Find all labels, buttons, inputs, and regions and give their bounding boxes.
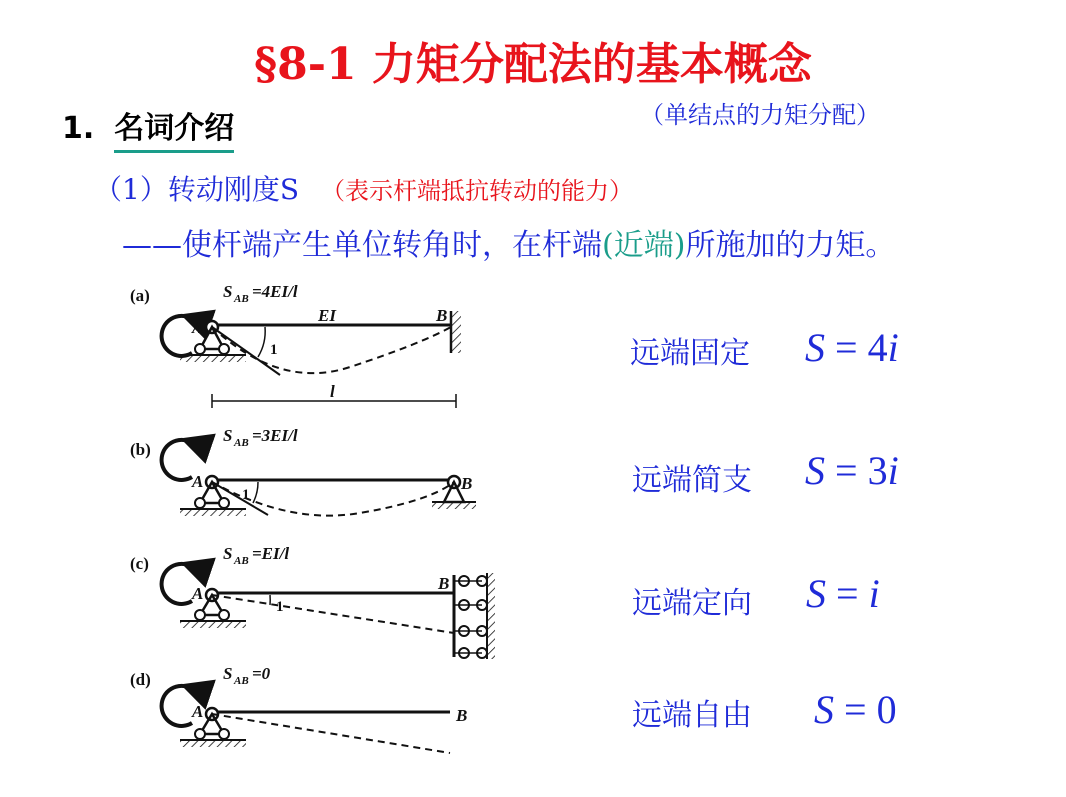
diagram-d-B: B <box>456 706 468 725</box>
diagram-b-moment-eq: =3EI/l <box>252 426 298 445</box>
item-heading <box>94 168 633 208</box>
diagram-b-angle: 1 <box>242 487 250 503</box>
beam-diagrams <box>120 275 520 775</box>
diagram-a-EI: EI <box>318 306 336 325</box>
diagram-a-moment-sub: AB <box>234 293 249 305</box>
diagram-d <box>130 664 467 753</box>
moment-arrow-b <box>162 440 192 480</box>
diagram-c-angle: 1 <box>276 599 284 615</box>
subtitle: （单结点的力矩分配） <box>640 101 880 129</box>
section-number: 1. <box>62 111 95 146</box>
diagram-a-moment-eq: =4EI/l <box>252 282 298 301</box>
diagram-a-moment: S <box>223 282 233 301</box>
case-label-guided: 远端定向 <box>632 586 752 621</box>
item-label: （1）转动刚度S <box>94 173 299 206</box>
case-eq-fixed: S = 4i <box>805 325 899 370</box>
diagram-d-moment: S <box>223 664 233 683</box>
guided-support-c <box>454 573 495 659</box>
diagram-c-B: B <box>438 574 450 593</box>
fixed-support-a <box>451 311 461 353</box>
diagram-b-B: B <box>461 474 473 493</box>
diagram-c-moment: S <box>223 544 233 563</box>
diagram-b-moment-sub: AB <box>234 437 249 449</box>
diagram-d-moment-sub: AB <box>234 675 249 687</box>
diagram-c-moment-eq: =EI/l <box>252 544 290 563</box>
diagram-c-moment-sub: AB <box>234 555 249 567</box>
definition-before: ——使杆端产生单位转角时，在杆端 <box>122 228 602 263</box>
case-label-fixed: 远端固定 <box>630 336 750 371</box>
case-label-free: 远端自由 <box>632 698 752 733</box>
diagram-b-A: A <box>192 472 204 491</box>
diagram-a <box>130 282 461 408</box>
diagram-a-A: A <box>192 318 204 337</box>
case-eq-pinned: S = 3i <box>805 448 899 493</box>
diagram-a-angle: 1 <box>270 342 278 358</box>
diagram-c-tag: (c) <box>130 554 149 573</box>
definition-near-end: (近端) <box>602 228 686 263</box>
diagram-a-B: B <box>436 306 448 325</box>
page-title: §8-1 力矩分配法的基本概念 <box>254 39 812 90</box>
definition <box>122 220 895 264</box>
section-label: 名词介绍 <box>114 111 234 153</box>
diagram-a-length: l <box>330 382 335 401</box>
definition-after: 所施加的力矩。 <box>685 228 896 263</box>
moment-arrow-c <box>162 564 192 604</box>
diagram-b <box>130 426 476 516</box>
item-note: （表示杆端抵抗转动的能力） <box>321 177 633 205</box>
diagram-a-tag: (a) <box>130 286 150 305</box>
case-label-pinned: 远端简支 <box>632 463 752 498</box>
case-eq-free: S = 0 <box>814 687 897 732</box>
diagram-c <box>130 544 495 659</box>
diagram-b-tag: (b) <box>130 440 151 459</box>
case-eq-guided: S = i <box>806 571 880 616</box>
moment-arrow-a <box>162 316 192 356</box>
section-heading <box>62 103 234 147</box>
diagram-b-moment: S <box>223 426 233 445</box>
diagram-d-tag: (d) <box>130 670 151 689</box>
diagram-d-moment-eq: =0 <box>252 664 271 683</box>
moment-arrow-d <box>162 686 192 726</box>
diagram-d-A: A <box>192 702 204 721</box>
diagram-c-A: A <box>192 584 204 603</box>
